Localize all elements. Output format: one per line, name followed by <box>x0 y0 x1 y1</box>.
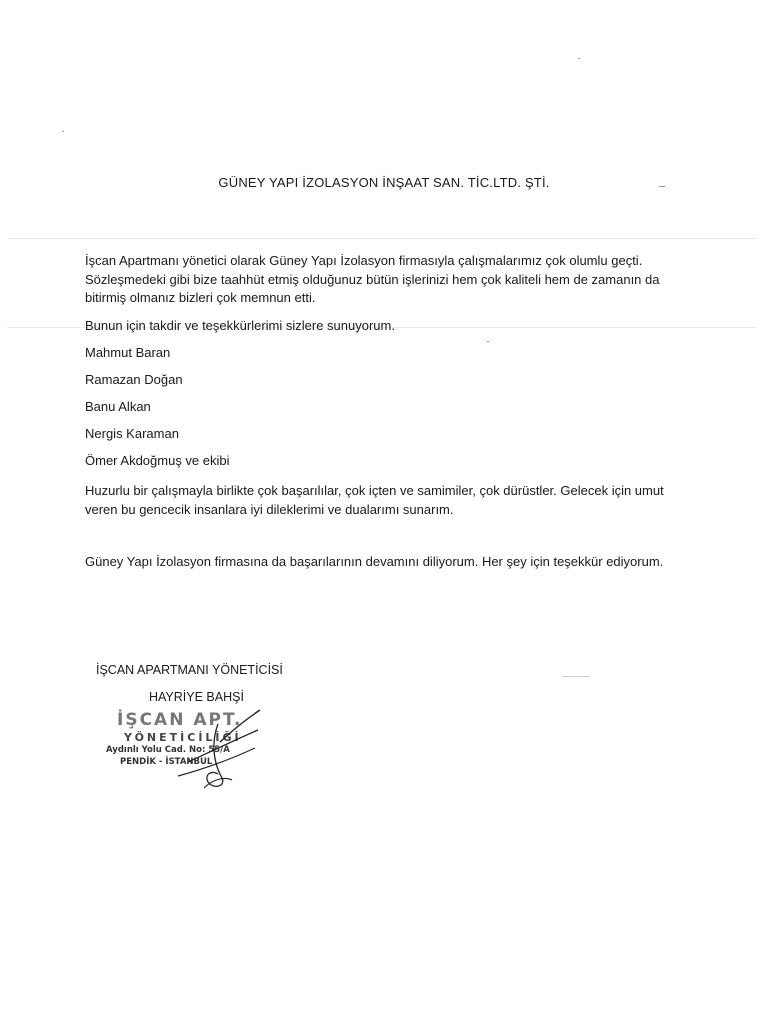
scan-speck <box>62 131 64 132</box>
scan-speck <box>578 58 580 59</box>
team-member-name: Ömer Akdoğmuş ve ekibi <box>85 453 230 468</box>
letter-paragraph-2: Bunun için takdir ve teşekkürlerimi sizlere sunuyorum. <box>85 318 395 333</box>
stamp-line-2: YÖNETİCİLİĞİ <box>124 731 242 744</box>
letter-paragraph-3: Huzurlu bir çalışmayla birlikte çok başarılılar, çok içten ve samimiler, çok dürüstler. Gelecek için umut veren bu gencecik insanlara iyi dileklerimi ve dualarımı sunarım. <box>85 483 664 517</box>
stamp-line-1: İŞCAN APT. <box>117 710 243 730</box>
handwritten-signature <box>100 700 270 800</box>
team-member-name: Banu Alkan <box>85 399 151 414</box>
official-stamp <box>100 700 270 800</box>
team-member-name: Ramazan Doğan <box>85 372 183 387</box>
team-member-name: Nergis Karaman <box>85 426 179 441</box>
signature-name: HAYRİYE BAHŞİ <box>149 690 244 704</box>
stamp-line-3: Aydınlı Yolu Cad. No: 55/A <box>106 745 230 755</box>
stamp-line-4: PENDİK - İSTANBUL <box>120 757 213 767</box>
scan-speck <box>562 676 590 677</box>
signature-title: İŞCAN APARTMANI YÖNETİCİSİ <box>96 663 283 677</box>
scan-speck <box>487 341 489 342</box>
team-member-name: Mahmut Baran <box>85 345 171 360</box>
closing-sentence: Güney Yapı İzolasyon firmasına da başarılarının devamını diliyorum. Her şey için teşekkür ediyorum. <box>85 554 664 569</box>
scan-line <box>8 238 756 239</box>
letter-paragraph-1: İşcan Apartmanı yönetici olarak Güney Yapı İzolasyon firmasıyla çalışmalarımız çok olumlu geçti. Sözleşmedeki gibi bize taahhüt etmiş olduğunuz bütün işlerinizi hem çok kaliteli hem de zamanın da bitirmiş olmanız bizleri çok memnun etti. <box>85 253 660 305</box>
company-header: GÜNEY YAPI İZOLASYON İNŞAAT SAN. TİC.LTD. ŞTİ. <box>218 175 550 190</box>
